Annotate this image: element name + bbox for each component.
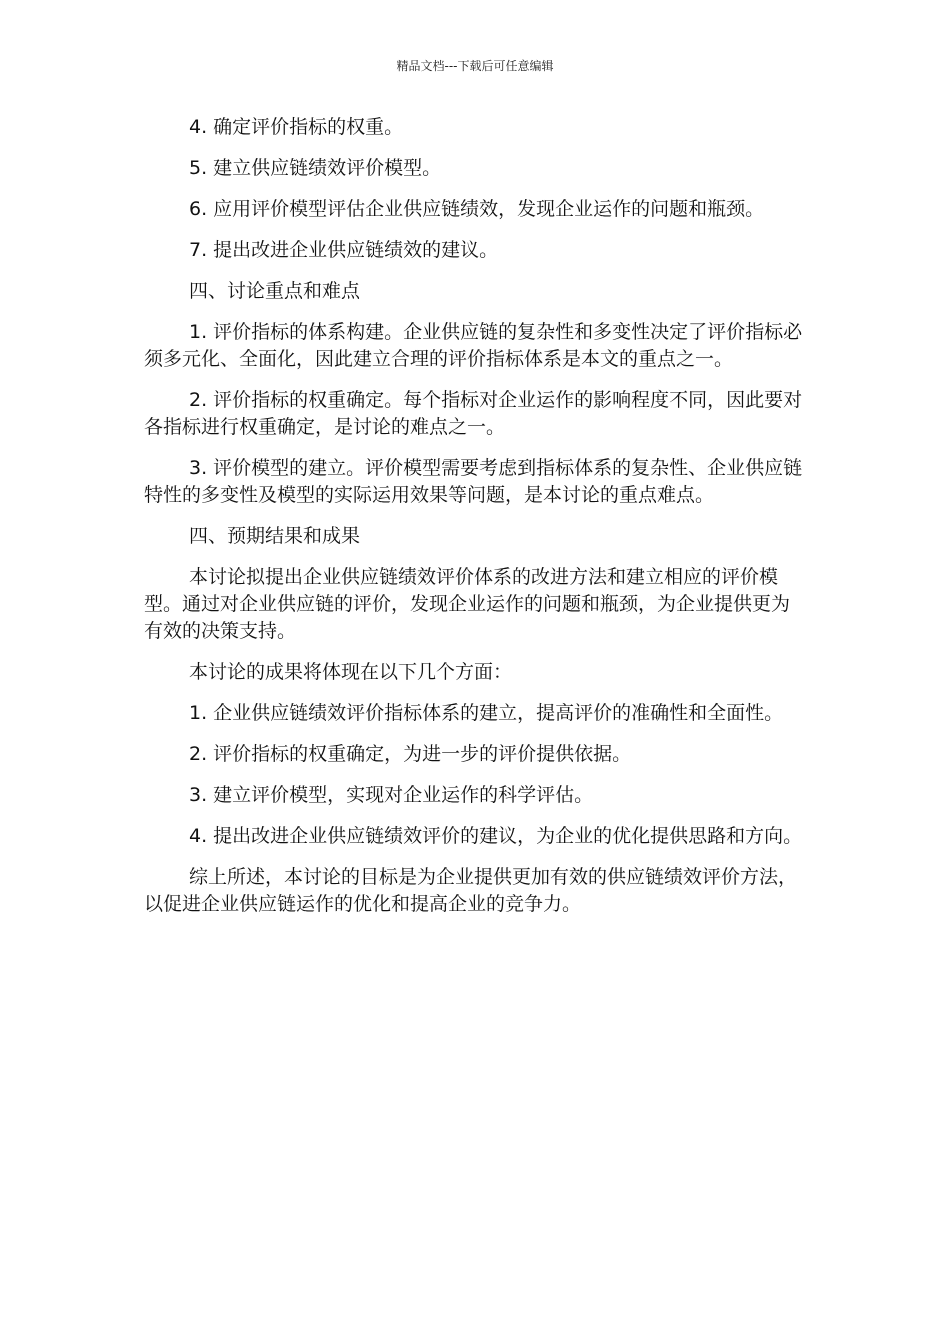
result-item-1: 1. 企业供应链绩效评价指标体系的建立，提高评价的准确性和全面性。 [189,702,784,724]
result-item-2: 2. 评价指标的权重确定，为进一步的评价提供依据。 [189,743,632,765]
key-point-3: 3. 评价模型的建立。评价模型需要考虑到指标体系的复杂性、企业供应链特性的多变性及模型的实际运用效果等问题，是本讨论的重点难点。 [144,457,803,506]
list-item-step-7: 7. 提出改进企业供应链绩效的建议。 [189,239,499,261]
list-item-step-5: 5. 建立供应链绩效评价模型。 [189,157,442,179]
list-item-step-4: 4. 确定评价指标的权重。 [189,116,404,138]
key-point-2: 2. 评价指标的权重确定。每个指标对企业运作的影响程度不同，因此要对各指标进行权重确定，是讨论的难点之一。 [144,389,803,438]
result-item-4: 4. 提出改进企业供应链绩效评价的建议，为企业的优化提供思路和方向。 [189,825,803,847]
conclusion-paragraph: 综上所述，本讨论的目标是为企业提供更加有效的供应链绩效评价方法，以促进企业供应链运作的优化和提高企业的竞争力。 [144,866,798,915]
section-heading-expected-results: 四、预期结果和成果 [189,525,361,547]
section-heading-key-points: 四、讨论重点和难点 [189,280,361,302]
result-item-3: 3. 建立评价模型，实现对企业运作的科学评估。 [189,784,594,806]
key-point-1: 1. 评价指标的体系构建。企业供应链的复杂性和多变性决定了评价指标必须多元化、全面化，因此建立合理的评价指标体系是本文的重点之一。 [144,321,803,370]
document-body [144,114,804,932]
list-item-step-6: 6. 应用评价模型评估企业供应链绩效，发现企业运作的问题和瓶颈。 [189,198,765,220]
page-header: 精品文档---下载后可任意编辑 [396,59,554,73]
results-lead-in: 本讨论的成果将体现在以下几个方面： [189,661,513,683]
expected-results-intro: 本讨论拟提出企业供应链绩效评价体系的改进方法和建立相应的评价模型。通过对企业供应链的评价，发现企业运作的问题和瓶颈，为企业提供更为有效的决策支持。 [144,566,791,642]
